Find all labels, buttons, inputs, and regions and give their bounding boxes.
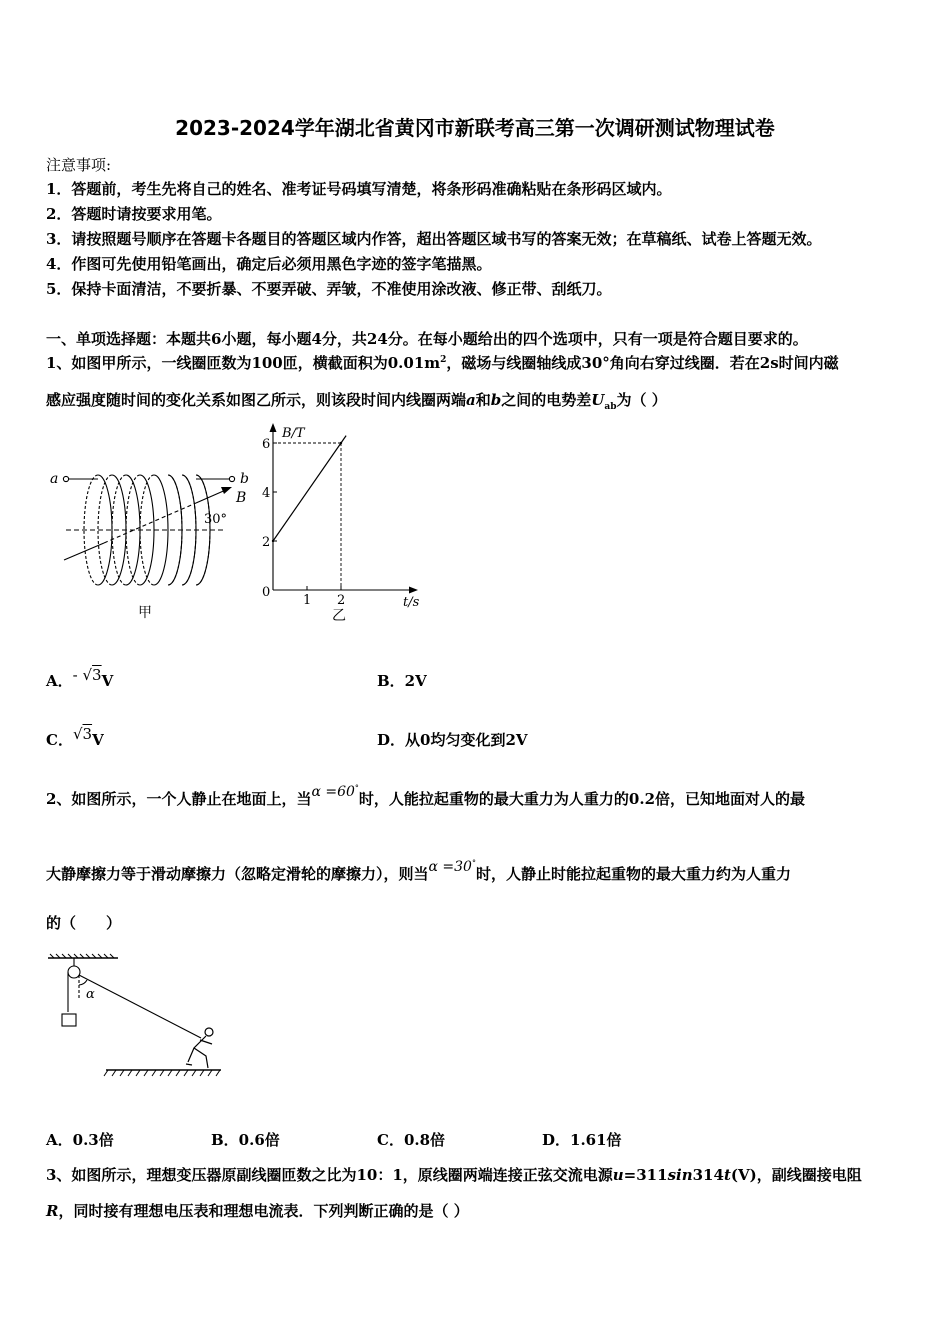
q1-option-b[interactable]: B．2V [377,672,427,690]
q1-option-a-unit: V [101,672,114,690]
ground [104,1070,221,1076]
q2-line1a: 2、如图所示，一个人静止在地面上，当 [46,790,312,808]
q1-option-c-value: √3 [72,725,93,743]
q2-line2 [46,858,791,884]
notice-item-5: 5．保持卡面清洁，不要折暴、不要弄破、弄皱，不准使用涂改液、修正带、刮纸刀。 [46,280,612,298]
q1-line2b: 和 [475,391,491,409]
y-tick-label: 6 [262,437,271,452]
x-tick-label: 2 [337,593,346,608]
q1-option-d[interactable]: D．从0均匀变化到2V [377,731,528,749]
q3-formula-t: t [723,1166,731,1184]
q3-formula-mid: =311 [623,1166,668,1184]
q1-var-a: a [466,391,476,409]
q3-formula-u: u [612,1166,624,1184]
q3-line2-text: ，同时接有理想电压表和理想电流表．下列判断正确的是（ ） [58,1202,469,1220]
q1-option-a[interactable] [46,666,114,691]
q3-var-r: R [46,1202,59,1220]
q3-formula-sin: sin [667,1166,693,1184]
q1-option-a-label: A． [46,672,73,690]
q3-line1 [46,1164,862,1185]
q1-line2a: 感应强度随时间的变化关系如图乙所示，则该段时间内线圈两端 [46,391,467,409]
q2-option-c[interactable]: C．0.8倍 [377,1131,446,1149]
x-axis-label: t/s [403,595,420,610]
q2-line2a: 大静摩擦力等于滑动摩擦力（忽略定滑轮的摩擦力），则当 [46,865,429,883]
q3-line2 [46,1200,469,1221]
q1-var-b: b [490,391,502,409]
x-axis-arrow [409,587,418,594]
notice-heading: 注意事项: [46,156,112,174]
data-point [272,540,274,542]
q3-line1a: 3、如图所示，理想变压器原副线圈匝数之比为10：1，原线圈两端连接正弦交流电源 [46,1166,613,1184]
section-heading: 一、单项选择题：本题共6小题，每小题4分，共24分。在每小题给出的四个选项中，只有一项是符合题目要求的。 [46,330,808,348]
q2-alpha-60-text: α =60 [311,784,355,800]
q1-line1 [46,352,839,373]
q2-alpha-30: α =30° [428,858,476,875]
coil-drawing [63,475,234,585]
alpha-label: α [86,987,95,1002]
y-tick-label: 2 [262,535,271,550]
field-b-label: B [236,490,247,506]
q1-line1a: 1、如图甲所示，一线圈匝数为100匝，横截面积为0.01m [46,354,441,372]
x-tick-label: 1 [303,593,312,608]
terminal-a-label: a [50,471,59,487]
q2-alpha-30-text: α =30 [428,859,472,875]
q3-formula-end: (V) [730,1166,757,1184]
bt-graph [258,420,438,625]
notice-item-4: 4．作图可先使用铅笔画出，确定后必须用黑色字迹的签字笔描黑。 [46,255,492,273]
q1-option-a-minus: - [72,666,78,684]
q1-option-a-radicand: 3 [92,666,102,684]
q3-line1b: ，副线圈接电阻 [756,1166,862,1184]
data-point [340,442,342,444]
q1-var-u-sub: ab [604,402,617,412]
q1-var-u: U [591,391,605,409]
page-title: 2023-2024学年湖北省黄冈市新联考高三第一次调研测试物理试卷 [175,116,775,140]
q2-line2b: 时，人静止时能拉起重物的最大重力约为人重力 [475,865,791,883]
q1-option-c-unit: V [92,731,104,749]
q2-option-b[interactable]: B．0.6倍 [211,1131,280,1149]
weight-block [62,1014,76,1026]
q1-option-c-label: C． [46,731,73,749]
series-line [273,436,346,541]
q2-line1b: 时，人能拉起重物的最大重力为人重力的0.2倍，已知地面对人的最 [358,790,806,808]
q1-line2d: 为（ ） [616,391,667,409]
q3-formula-num: 314 [692,1166,724,1184]
q2-line1 [46,783,806,809]
q2-line3: 的（ ） [46,914,122,932]
q2-option-a[interactable]: A．0.3倍 [46,1131,114,1149]
q1-line2 [46,389,667,412]
notice-item-1: 1．答题前，考生先将自己的姓名、准考证号码填写清楚，将条形码准确粘贴在条形码区域内。 [46,180,672,198]
origin-label: 0 [262,585,271,600]
q1-line1-sup: 2 [440,355,447,365]
ceiling [48,954,118,958]
q1-line1b: ，磁场与线圈轴线成30°角向右穿过线圈．若在2s时间内磁 [446,354,839,372]
y-axis-label: B/T [282,426,305,441]
q1-option-a-value: - √3 [72,666,102,684]
terminal-b-label: b [240,471,249,487]
q1-option-c[interactable] [46,725,104,750]
y-tick-label: 4 [262,486,271,501]
pulley-figure [46,952,226,1082]
notice-item-3: 3．请按照题号顺序在答题卡各题目的答题区域内作答，超出答题区域书写的答案无效；在草稿纸、试卷上答题无效。 [46,230,822,248]
notice-item-2: 2．答题时请按要求用笔。 [46,205,222,223]
q1-line2c: 之间的电势差 [501,391,592,409]
q1-option-c-radicand: 3 [82,725,93,743]
fig-jia-label: 甲 [138,605,152,621]
person-figure [186,1028,213,1068]
q2-option-d[interactable]: D．1.61倍 [542,1131,622,1149]
q2-alpha-60: α =60° [311,783,359,800]
y-axis-arrow [270,423,277,432]
angle-label: 30° [204,512,228,527]
coil-figure [46,455,256,625]
field-arrow-head [221,487,232,494]
fig-yi-label: 乙 [332,608,346,624]
